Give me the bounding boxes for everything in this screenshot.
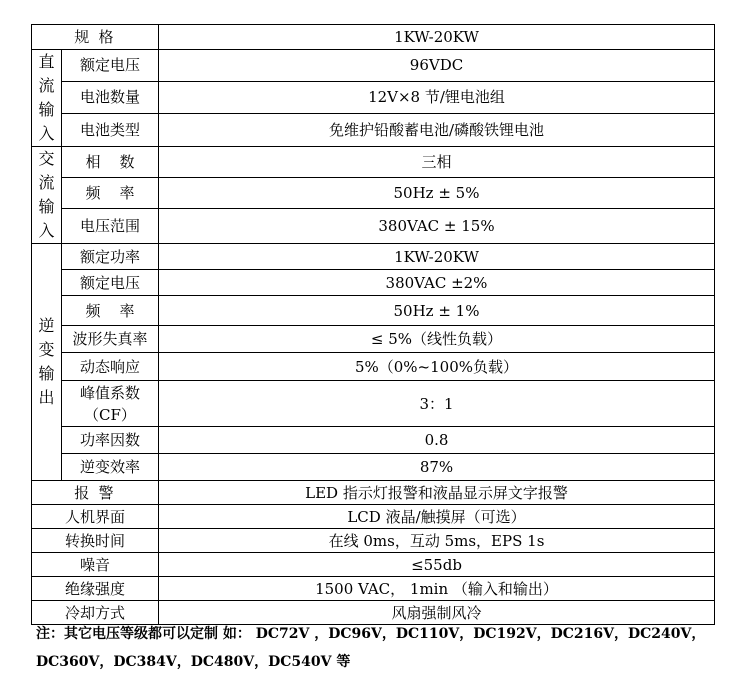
table-row <box>32 147 715 178</box>
row-value: 96VDC <box>159 50 715 82</box>
spec-header-value: 1KW-20KW <box>159 25 715 50</box>
table-row <box>32 177 715 209</box>
row-value: 5%（0%~100%负载） <box>159 353 715 381</box>
row-value: 风扇强制风冷 <box>159 601 715 625</box>
spec-header-label: 规 格 <box>32 25 159 50</box>
row-value: 三相 <box>159 147 715 178</box>
row-label: 逆变效率 <box>62 454 159 481</box>
row-value: 1KW-20KW <box>159 244 715 270</box>
row-label: 额定电压 <box>62 270 159 296</box>
row-label: 噪音 <box>32 553 159 577</box>
row-label: 人机界面 <box>32 505 159 529</box>
table-row <box>32 553 715 577</box>
row-label: 绝缘强度 <box>32 577 159 601</box>
table-row <box>32 270 715 296</box>
table-row <box>32 113 715 146</box>
table-row <box>32 353 715 381</box>
row-label: 转换时间 <box>32 529 159 553</box>
row-value: 免维护铅酸蓄电池/磷酸铁锂电池 <box>159 113 715 146</box>
row-value: LCD 液晶/触摸屏（可选） <box>159 505 715 529</box>
row-label: 报 警 <box>32 481 159 505</box>
table-row <box>32 81 715 113</box>
table-row <box>32 505 715 529</box>
spec-table <box>31 24 715 625</box>
row-label: 频 率 <box>62 177 159 209</box>
table-row <box>32 427 715 454</box>
table-row <box>32 244 715 270</box>
row-value: 380VAC ±2% <box>159 270 715 296</box>
row-value: 0.8 <box>159 427 715 454</box>
table-row <box>32 209 715 244</box>
row-value: 3：1 <box>159 381 715 427</box>
row-value: 50Hz ± 5% <box>159 177 715 209</box>
group-inverter-output: 逆变输出 <box>32 244 62 481</box>
row-label: 电池数量 <box>62 81 159 113</box>
row-label: 峰值系数（CF） <box>62 381 159 427</box>
row-value: ≤55db <box>159 553 715 577</box>
row-value: 87% <box>159 454 715 481</box>
row-label: 动态响应 <box>62 353 159 381</box>
row-value: 12V×8 节/锂电池组 <box>159 81 715 113</box>
row-label: 电压范围 <box>62 209 159 244</box>
row-label: 相 数 <box>62 147 159 178</box>
table-row <box>32 529 715 553</box>
table-row <box>32 326 715 353</box>
row-value: 1500 VAC， 1min （输入和输出） <box>159 577 715 601</box>
row-value: LED 指示灯报警和液晶显示屏文字报警 <box>159 481 715 505</box>
row-label: 波形失真率 <box>62 326 159 353</box>
footnote: 注：其它电压等级都可以定制 如： DC72V ，DC96V，DC110V，DC192V，DC216V，DC240V，DC360V，DC384V，DC480V，DC540V 等 <box>36 626 706 670</box>
table-row <box>32 25 715 50</box>
row-value: 50Hz ± 1% <box>159 296 715 326</box>
table-row <box>32 481 715 505</box>
table-row <box>32 50 715 82</box>
table-row <box>32 577 715 601</box>
row-value: ≤ 5%（线性负载） <box>159 326 715 353</box>
row-label: 功率因数 <box>62 427 159 454</box>
row-label: 冷却方式 <box>32 601 159 625</box>
group-ac-input: 交流输入 <box>32 147 62 244</box>
row-label: 额定功率 <box>62 244 159 270</box>
row-label: 频 率 <box>62 296 159 326</box>
table-row <box>32 454 715 481</box>
group-dc-input: 直流输入 <box>32 50 62 147</box>
row-label: 电池类型 <box>62 113 159 146</box>
row-label: 额定电压 <box>62 50 159 82</box>
row-value: 在线 0ms，互动 5ms，EPS 1s <box>159 529 715 553</box>
table-row <box>32 381 715 427</box>
table-row <box>32 296 715 326</box>
row-value: 380VAC ± 15% <box>159 209 715 244</box>
